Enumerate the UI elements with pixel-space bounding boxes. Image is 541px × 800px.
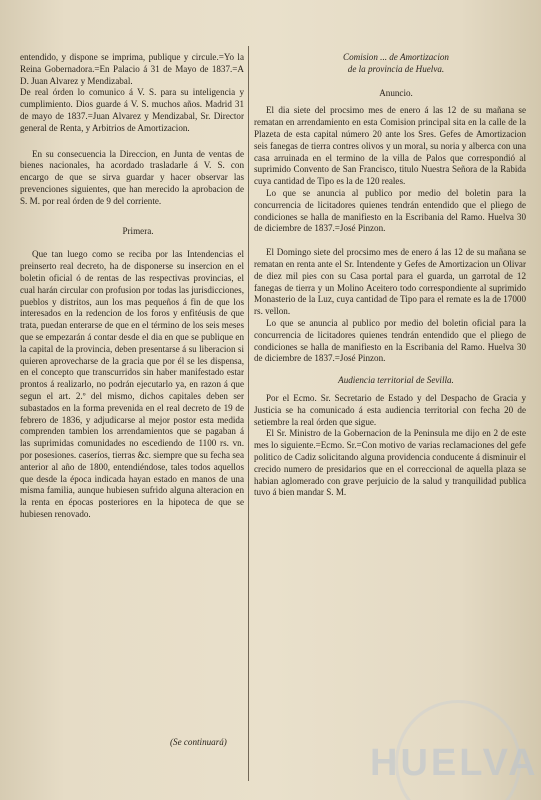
column-divider [248,46,249,781]
anuncio-paragraph-1b: Lo que se anuncia al publico por medio del boletin para la concurrencia de licitadores quienes tendrán entendido que el pliego de condiciones se halla de manifiesto en la Escribania del Ramo. Huelva 30 de diciembre de 1837.=José Pinzon. [254,187,526,234]
continuation-note: (Se continuará) [170,737,227,747]
audiencia-paragraph-2: El Sr. Ministro de la Gobernacion de la Peninsula me dijo en 2 de este mes lo siguiente.=Ecmo. Sr.=Con motivo de varias reclamaciones del gefe politico de Cadiz solicitando alguna providencia conducente á disminuir el crecido numero de presidarios que en el correccional de aquella plaza se habian aglomerado con grave perjuicio de la salud y tranquilidad publica tuvo á bien mandar S. M. [254,428,526,498]
direction-paragraph: En su consecuencia la Direccion, en Junta de ventas de bienes nacionales, ha acordado trasladarle á V. S. con encargo de que se sirva guardar y hacer observar las prevenciones siguientes, que han merecido la aprobacion de S. M. por real órden de 9 del corriente. [20,148,244,206]
royal-decree-closing: entendido, y dispone se imprima, publique y circule.=Yo la Reina Gobernadora.=En Palacio á 31 de Mayo de 1837.=A D. Juan Alvarez y Mendizabal. [20,52,244,86]
anuncio-title: Anuncio. [379,87,413,98]
commission-header: Comision ... de Amortizacion [343,52,449,62]
primera-body: Que tan luego como se reciba por las Intendencias el preinserto real decreto, ha de disponerse su insercion en el boletin oficial ó de rentas de las respectivas provincias, el cual harán circular con profusion por todas las jurisdicciones, pueblos y distritos, aun los mas pequeños á fin de que los interesados en la redencion de los foros y enfitéusis de que trata, puedan enterarse de que en el término de los seis meses que se empezarán á contar desde el dia en que se publique en la capital de la provincia, deben presentarse á su liberacion si quieren aprovecharse de la gracia que por él se les dispensa, en el concepto que transcurridos sin haber manifestado estar prontos á realizarlo, no podrán ejecutarlo ya, en razon á que segun el art. 2.º del mismo, dichos capitales deben ser subastados en la forma prevenida en el real decreto de 19 de febrero de 1836, y adjudicarse al mejor postor esta medida comprenden tambien los arrendamientos que se pagaban á las suprimidas comunidades no escediendo de 1100 rs. vn. por posesiones. caseríos, tierras &c. siempre que su fecha sea anterior al año de 1800, entendiéndose, tales todos aquellos que desde la época indicada hayan estado en manos de una misma familia, aunque hubiesen sufrido alguna alteracion en la renta en épocas posteriores en la hipoteca de que se hubiesen renovado. [20,249,244,519]
section-heading-primera: Primera. [122,225,154,236]
anuncio-paragraph-1: El dia siete del procsimo mes de enero á las 12 de su mañana se rematan en arrendamiento en esta Comision principal sita en la calle de la Plazeta de esta capital número 20 ante los Sres. Gefes de Amortizacion seis fanegas de tierra contres olivos y un moral, su noria y alberca con una casa arruinada en el termino de la villa de Palos que correspondió al suprimido Convento de San Francisco, titulo Nuestra Señora de la Rabida cuya cantidad de Tipo es la de 120 reales. [254,105,526,187]
right-column [254,0,526,800]
anuncio-paragraph-2b: Lo que se anuncia al publico por medio del boletin oficial para la concurrencia de licitadores quienes tendrán entendido que el pliego de condiciones se halla de manifiesto en la Escribania del Ramo. Huelva 30 de diciembre de 1837.=José Pinzon. [254,317,526,364]
commission-subtitle: de la provincia de Huelva. [347,63,445,74]
left-column [20,0,244,800]
audiencia-paragraph-1: Por el Ecmo. Sr. Secretario de Estado y del Despacho de Gracia y Justicia se ha comunicado á esta audiencia territorial con fecha 20 de setiembre la real órden que sigue. [254,392,526,427]
anuncio-paragraph-2: El Domingo siete del procsimo mes de enero á las 12 de su mañana se rematan en renta ante el Sr. Intendente y Gefes de Amortizacion un Olivar de diez mil pies con su Casa portal para el guarda, un garrotal de 12 fanegas de tierra y un Molino Aceitero todo correspondiente al suprimido Monasterio de la Luz, cuya cantidad de Tipo para el remate es la de 17000 rs. vellon. [254,247,526,317]
huelva-watermark: HUELVA [370,742,539,784]
audiencia-title: Audiencia territorial de Sevilla. [338,375,454,386]
royal-order-paragraph: De real órden lo comunico á V. S. para su inteligencia y cumplimiento. Dios guarde á V. S. muchos años. Madrid 31 de mayo de 1837.=Juan Alvarez y Mendizabal, Sr. Director general de Renta, y Arbitrios de Amortizacion. [20,87,244,133]
